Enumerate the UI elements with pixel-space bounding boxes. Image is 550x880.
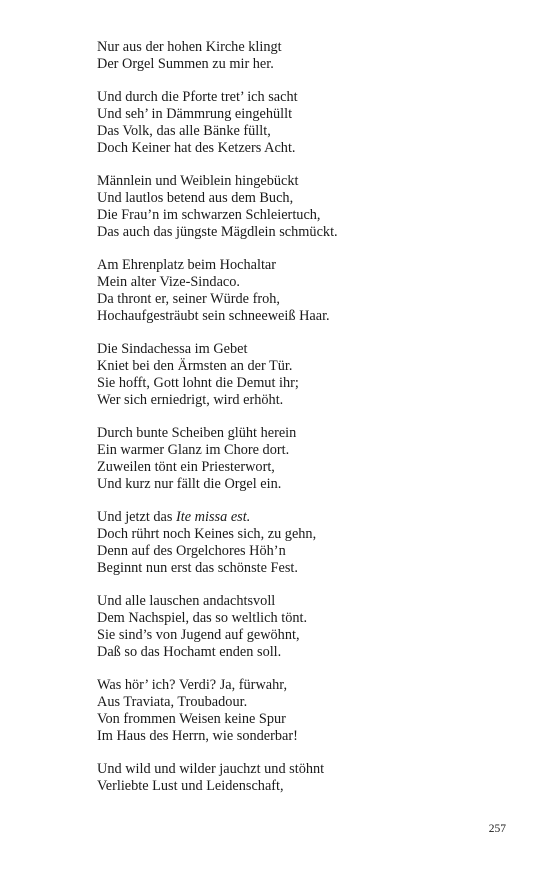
verse-line: Männlein und Weiblein hingebückt bbox=[97, 173, 299, 190]
verse-line: Nur aus der hohen Kirche klingt bbox=[97, 39, 282, 55]
stanza-8 bbox=[97, 593, 517, 660]
verse-line: Aus Traviata, Troubadour. bbox=[97, 694, 248, 711]
stanza-3 bbox=[97, 173, 517, 240]
verse-line: Im Haus des Herrn, wie sonderbar! bbox=[97, 727, 298, 744]
stanza-7 bbox=[97, 509, 517, 576]
verse-line: Durch bunte Scheiben glüht herein bbox=[97, 425, 297, 442]
verse-line: Die Sindachessa im Gebet bbox=[97, 341, 248, 358]
verse-line-text: Und jetzt das bbox=[97, 509, 177, 526]
verse-line: Und wild und wilder jauchzt und stöhnt bbox=[97, 761, 325, 778]
stanza-10 bbox=[97, 761, 517, 795]
stanza-6 bbox=[97, 425, 517, 492]
page-number: 257 bbox=[488, 823, 506, 835]
verse-line: Am Ehrenplatz beim Hochaltar bbox=[97, 257, 277, 274]
verse-line: Doch Keiner hat des Ketzers Acht. bbox=[97, 139, 296, 156]
verse-line: Dem Nachspiel, das so weltlich tönt. bbox=[97, 610, 308, 627]
stanza-2 bbox=[97, 89, 517, 156]
poem-body bbox=[97, 39, 517, 812]
verse-line: Das Volk, das alle Bänke füllt, bbox=[97, 122, 271, 139]
stanza-5 bbox=[97, 341, 517, 408]
verse-line: Und lautlos betend aus dem Buch, bbox=[97, 190, 294, 207]
verse-line: Und seh’ in Dämmrung eingehüllt bbox=[97, 106, 293, 123]
verse-line: Sie sind’s von Jugend auf gewöhnt, bbox=[97, 626, 300, 643]
verse-line: Daß so das Hochamt enden soll. bbox=[97, 643, 282, 660]
stanza-9 bbox=[97, 677, 517, 744]
verse-line: Und alle lauschen andachtsvoll bbox=[97, 593, 276, 610]
verse-line: Ein warmer Glanz im Chore dort. bbox=[97, 442, 290, 459]
verse-line: Das auch das jüngste Mägdlein schmückt. bbox=[97, 223, 338, 240]
verse-line: Verliebte Lust und Leidenschaft, bbox=[97, 778, 284, 795]
verse-line: Zuweilen tönt ein Priesterwort, bbox=[97, 458, 275, 475]
verse-line: Hochaufgesträubt sein schneeweiß Haar. bbox=[97, 307, 330, 324]
stanza-1 bbox=[97, 39, 517, 73]
verse-line: Da thront er, seiner Würde froh, bbox=[97, 290, 280, 307]
verse-line: Mein alter Vize-Sindaco. bbox=[97, 274, 240, 291]
stanza-4 bbox=[97, 257, 517, 324]
latin-phrase: Ite missa est. bbox=[176, 509, 251, 526]
verse-line: Denn auf des Orgelchores Höh’n bbox=[97, 542, 286, 559]
verse-line: Doch rührt noch Keines sich, zu gehn, bbox=[97, 526, 317, 543]
verse-line: Die Frau’n im schwarzen Schleiertuch, bbox=[97, 206, 321, 223]
verse-line: Was hör’ ich? Verdi? Ja, fürwahr, bbox=[97, 677, 288, 694]
verse-line: Sie hofft, Gott lohnt die Demut ihr; bbox=[97, 374, 299, 391]
verse-line: Wer sich erniedrigt, wird erhöht. bbox=[97, 391, 284, 408]
verse-line: Und durch die Pforte tret’ ich sacht bbox=[97, 89, 298, 106]
verse-line: Kniet bei den Ärmsten an der Tür. bbox=[97, 358, 293, 375]
verse-line: Der Orgel Summen zu mir her. bbox=[97, 55, 274, 72]
verse-line: Von frommen Weisen keine Spur bbox=[97, 710, 286, 727]
verse-line bbox=[97, 509, 517, 526]
verse-line: Beginnt nun erst das schönste Fest. bbox=[97, 559, 298, 576]
verse-line: Und kurz nur fällt die Orgel ein. bbox=[97, 475, 282, 492]
